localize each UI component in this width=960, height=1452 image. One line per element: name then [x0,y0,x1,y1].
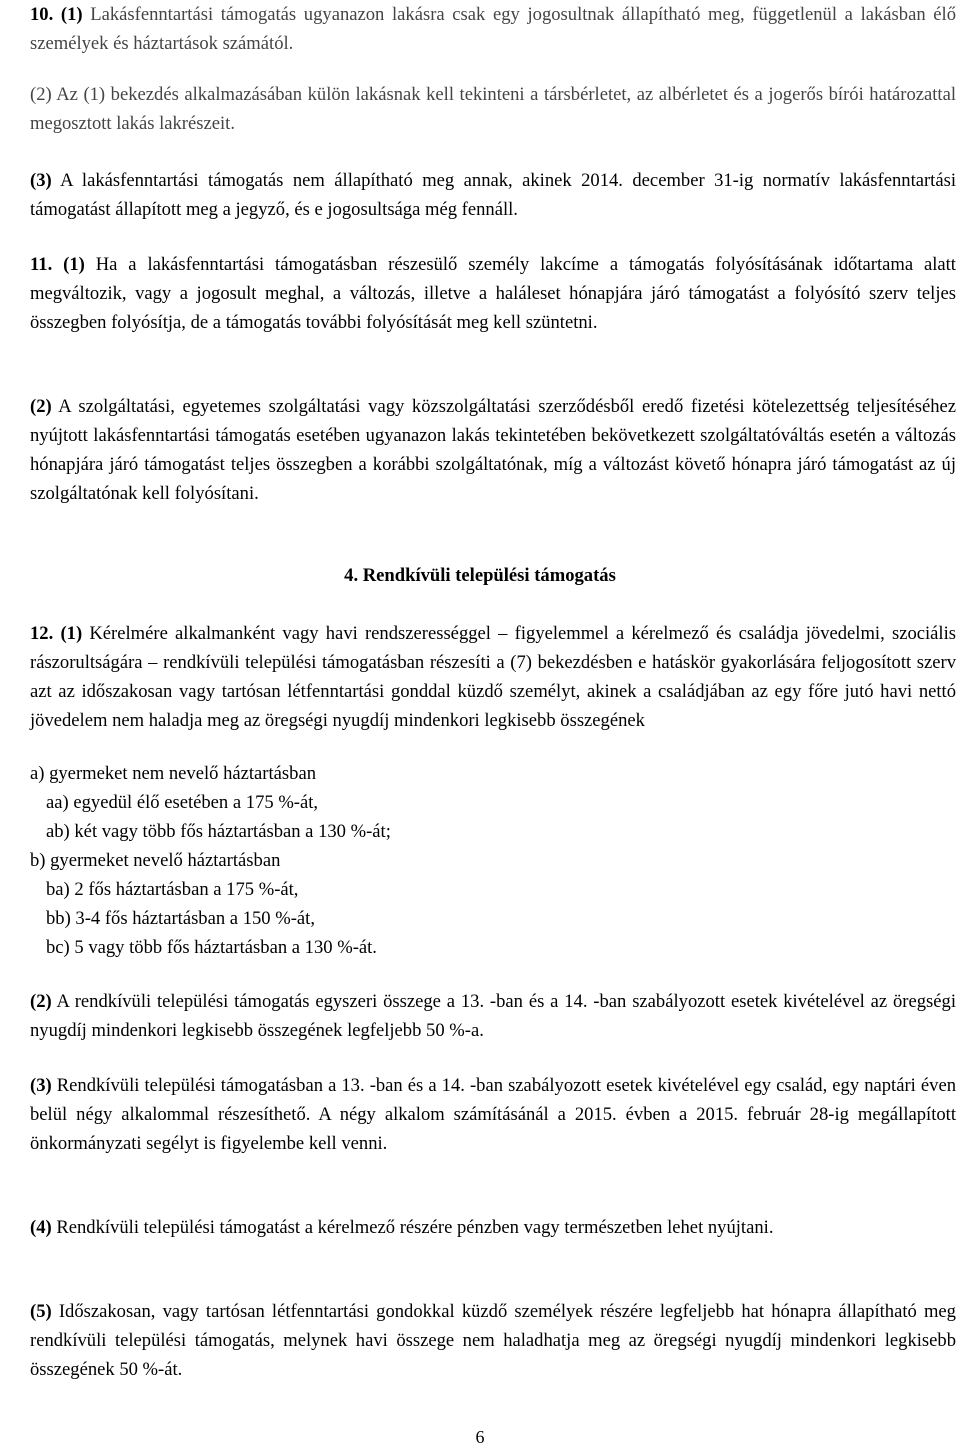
section-11-paragraph-1 [30,250,956,337]
section-number: 10. [30,4,54,25]
paragraph-text: Rendkívüli települési támogatásban a 13. -ban és a 14. -ban szabályozott esetek kivételével egy család, egy naptári éven belül négy alkalommal részesíthető. A négy alkalom számításánál a 2015. évben a 2015. február 28-ig megállapított önkormányzati segélyt is figyelembe kell venni. [30,1075,956,1154]
list-item: b) gyermeket nevelő háztartásban [30,850,281,871]
paragraph-text: Az (1) bekezdés alkalmazásában külön lakásnak kell tekinteni a társbérletet, az albérletet és a jogerős bírói határozattal megosztott lakás lakrészeit. [30,84,956,134]
paragraph-text: Lakásfenntartási támogatás ugyanazon lakásra csak egy jogosultnak állapítható meg, függetlenül a lakásban élő személyek és háztartások számától. [30,4,956,54]
paragraph-label: (3) [30,170,52,191]
paragraph-label: (3) [30,1075,52,1096]
paragraph-text: A lakásfenntartási támogatás nem állapítható meg annak, akinek 2014. december 31-ig normatív lakásfenntartási támogatást állapított meg a jegyző, és e jogosultsága még fennáll. [30,170,956,220]
list-item: aa) egyedül élő esetében a 175 %-át, [46,792,319,813]
section-11-paragraph-2 [30,392,956,508]
list-item: a) gyermeket nem nevelő háztartásban [30,763,316,784]
list-item: bb) 3-4 fős háztartásban a 150 %-át, [46,908,315,929]
section-10-paragraph-2 [30,80,956,138]
paragraph-text: Ha a lakásfenntartási támogatásban részesülő személy lakcíme a támogatás folyósításának időtartama alatt megváltozik, vagy a jogosult meghal, a változás, illetve a haláleset hónapjára járó támogatást a folyósító szerv teljes összegben folyósítja, de a támogatás további folyósítását meg kell szüntetni. [30,254,956,333]
list-item: ba) 2 fős háztartásban a 175 %-át, [46,879,299,900]
section-10-paragraph-1 [30,0,956,58]
paragraph-text: A szolgáltatási, egyetemes szolgáltatási vagy közszolgáltatási szerződésből eredő fizetési kötelezettség teljesítéséhez nyújtott lakásfenntartási támogatás esetében ugyanazon lakás tekintetében bekövetkezett szolgáltatóváltás esetén a változás hónapjára járó támogatást teljes összegben a korábbi szolgáltatónak, míg a változást követő hónapra járó támogatást az új szolgáltatónak kell folyósítani. [30,396,956,504]
section-12-paragraph-4 [30,1213,956,1242]
section-12-paragraph-5 [30,1297,956,1384]
paragraph-label: (4) [30,1217,52,1238]
section-12-paragraph-2 [30,987,956,1045]
page-number: 6 [475,1427,485,1447]
section-number: 11. [30,254,53,275]
paragraph-label: (1) [60,4,83,25]
paragraph-label: (2) [30,84,52,105]
paragraph-text: A rendkívüli települési támogatás egyszeri összege a 13. -ban és a 14. -ban szabályozott esetek kivételével az öregségi nyugdíj mindenkori legkisebb összegének legfeljebb 50 %-a. [30,991,956,1041]
section-10-paragraph-3 [30,166,956,224]
section-heading: 4. Rendkívüli települési támogatás [344,565,616,586]
section-12-paragraph-3 [30,1071,956,1158]
paragraph-text: Időszakosan, vagy tartósan létfenntartási gondokkal küzdő személyek részére legfeljebb hat hónapra állapítható meg rendkívüli települési támogatás, melynek havi összege nem haladhatja meg az öregségi nyugdíj mindenkori legkisebb összegének 50 %-át. [30,1301,956,1380]
paragraph-label: (2) [30,991,52,1012]
paragraph-text: Kérelmére alkalmanként vagy havi rendszerességgel – figyelemmel a kérelmező és családja jövedelmi, szociális rászorultságára – rendkívüli települési támogatásban részesíti a (7) bekezdésben e hatáskör gyakorlására feljogosított szerv azt az időszakosan vagy tartósan létfenntartási gonddal küzdő személyt, akinek a családjában az egy főre jutó havi nettó jövedelem nem haladja meg az öregségi nyugdíj mindenkori legkisebb összegének [30,623,956,731]
paragraph-text: Rendkívüli települési támogatást a kérelmező részére pénzben vagy természetben lehet nyújtani. [56,1217,774,1238]
paragraph-label: (5) [30,1301,52,1322]
paragraph-label: (1) [63,254,85,275]
list-item: bc) 5 vagy több fős háztartásban a 130 %-át. [46,937,377,958]
paragraph-label: (2) [30,396,52,417]
section-12-paragraph-1 [30,619,956,735]
list-item: ab) két vagy több fős háztartásban a 130 %-át; [46,821,391,842]
section-number: 12. [30,623,54,644]
paragraph-label: (1) [60,623,83,644]
